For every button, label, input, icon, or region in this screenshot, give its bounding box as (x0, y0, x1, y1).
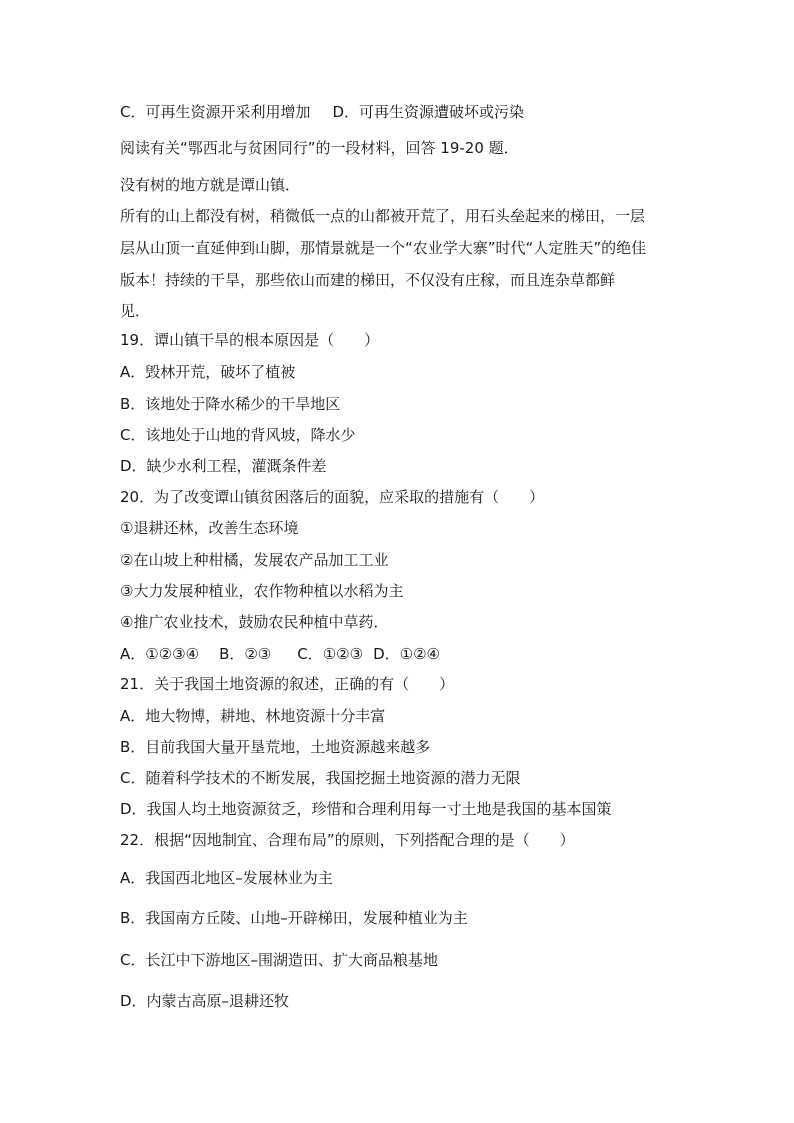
q20-item-3: ③大力发展种植业，农作物种植以水稻为主 (120, 582, 404, 600)
q21-option-d: D．我国人均土地资源贫乏，珍惜和合理利用每一寸土地是我国的基本国策 (120, 800, 612, 818)
q22-option-d: D．内蒙古高原–退耕还牧 (120, 992, 290, 1010)
q21-option-c: C．随着科学技术的不断发展，我国挖掘土地资源的潜力无限 (120, 769, 521, 787)
q18-option-d: D．可再生资源遭破坏或污染 (332, 103, 525, 121)
q21-option-a: A．地大物博，耕地、林地资源十分丰富 (120, 707, 386, 725)
q20-item-1: ①退耕还林，改善生态环境 (120, 519, 299, 537)
material-line-4: 版本！持续的干旱，那些依山而建的梯田，不仅没有庄稼，而且连杂草都鲜 (120, 271, 616, 289)
material-line-3: 层从山顶一直延伸到山脚，那情景就是一个“农业学大寨”时代“人定胜天”的绝佳 (120, 239, 647, 257)
q22-option-a: A．我国西北地区–发展林业为主 (120, 869, 333, 887)
q21-option-b: B．目前我国大量开垦荒地，土地资源越来越多 (120, 738, 431, 756)
material-line-1: 没有树的地方就是谭山镇． (120, 176, 301, 194)
q20-stem: 20．为了改变谭山镇贫困落后的面貌，应采取的措施有（ ） (120, 488, 545, 506)
q19-option-b: B．该地处于降水稀少的干旱地区 (120, 395, 341, 413)
q20-option-d: D．①②④ (373, 645, 440, 663)
reading-intro: 阅读有关“鄂西北与贫困同行”的一段材料，回答 19-20 题． (120, 139, 519, 157)
q20-options (120, 644, 440, 664)
q21-stem: 21．关于我国土地资源的叙述，正确的有（ ） (120, 675, 455, 693)
q18-option-c: C．可再生资源开采利用增加 (120, 103, 311, 121)
material-line-5: 见． (120, 302, 151, 320)
q19-option-c: C．该地处于山地的背风坡，降水少 (120, 426, 356, 444)
q22-option-c: C．长江中下游地区–围湖造田、扩大商品粮基地 (120, 951, 438, 969)
q19-option-d: D．缺少水利工程，灌溉条件差 (120, 457, 327, 475)
q18-options-cd (120, 102, 524, 122)
q22-option-b: B．我国南方丘陵、山地–开辟梯田，发展种植业为主 (120, 909, 468, 927)
q20-option-c: C．①②③ (297, 645, 364, 663)
q22-stem: 22．根据“因地制宜、合理布局”的原则，下列搭配合理的是（ ） (120, 831, 575, 849)
q19-option-a: A．毁林开荒，破坏了植被 (120, 363, 296, 381)
q19-stem: 19．谭山镇干旱的根本原因是（ ） (120, 331, 380, 349)
q20-item-2: ②在山坡上种柑橘，发展农产品加工工业 (120, 551, 389, 569)
material-line-2: 所有的山上都没有树，稍微低一点的山都被开荒了，用石头垒起来的梯田，一层 (120, 207, 646, 225)
q20-item-4: ④推广农业技术，鼓励农民种植中草药． (120, 613, 389, 631)
q20-option-a: A．①②③④ (120, 645, 200, 663)
q20-option-b: B．②③ (219, 645, 272, 663)
